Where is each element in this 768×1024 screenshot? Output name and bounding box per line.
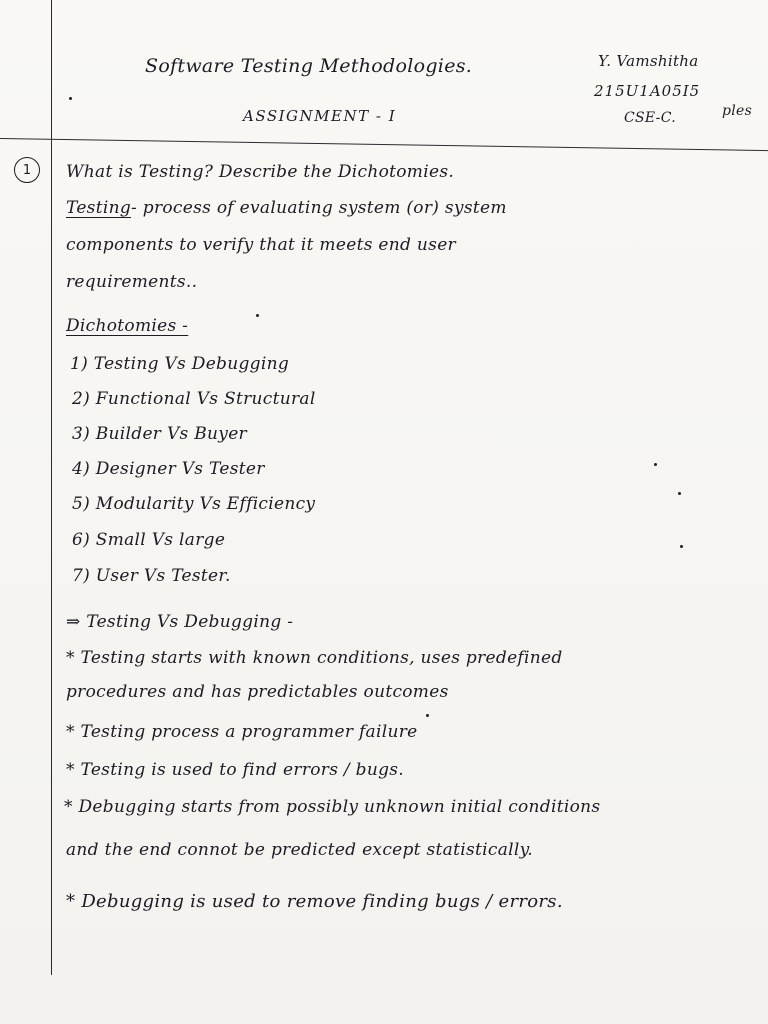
bullet-testing-process: * Testing process a programmer failure: [66, 722, 418, 742]
dichotomies-heading: Dichotomies -: [66, 316, 189, 336]
dichotomy-item: 3) Builder Vs Buyer: [72, 424, 247, 444]
section-label: CSE-C.: [624, 110, 676, 126]
dichotomy-item: 1) Testing Vs Debugging: [70, 354, 290, 374]
question-text: What is Testing? Describe the Dichotomies.: [66, 162, 455, 182]
dichotomy-item: 7) User Vs Tester.: [72, 566, 231, 586]
bullet-testing-purpose: * Testing is used to find errors / bugs.: [66, 760, 405, 780]
question-number: 1: [22, 162, 32, 178]
bullet-testing-conditions-cont: procedures and has predictables outcomes: [66, 682, 449, 702]
student-name: Y. Vamshitha: [598, 52, 699, 70]
subsection-heading: ⇒ Testing Vs Debugging -: [66, 612, 294, 632]
dichotomy-item: 6) Small Vs large: [72, 530, 226, 550]
roll-number: 215U1A05I5: [594, 82, 701, 100]
dichotomy-item: 4) Designer Vs Tester: [72, 459, 265, 479]
ink-dot: [69, 97, 72, 100]
definition-line-1-rest: - process of evaluating system (or) system: [131, 198, 507, 218]
bullet-testing-conditions: * Testing starts with known conditions, uses predefined: [66, 648, 563, 668]
dichotomy-item: 5) Modularity Vs Efficiency: [72, 494, 316, 514]
assignment-label: ASSIGNMENT - I: [243, 107, 397, 125]
ink-dot: [654, 463, 657, 466]
bullet-debugging-conditions: * Debugging starts from possibly unknown initial conditions: [64, 797, 601, 817]
ink-dot: [680, 545, 683, 548]
bullet-debugging-purpose: * Debugging is used to remove finding bugs / errors.: [66, 891, 563, 912]
header-rule: [0, 138, 768, 151]
definition-line-2: components to verify that it meets end user: [66, 235, 456, 255]
ink-dot: [426, 714, 429, 717]
margin-line: [51, 0, 52, 975]
ink-dot: [678, 492, 681, 495]
question-number-circle: [14, 157, 40, 183]
margin-fragment: ples: [722, 103, 753, 119]
ink-dot: [256, 314, 259, 317]
dichotomy-item: 2) Functional Vs Structural: [72, 389, 316, 409]
page-title: Software Testing Methodologies.: [145, 55, 473, 77]
definition-term: Testing: [66, 198, 132, 218]
bullet-debugging-conditions-cont: and the end connot be predicted except statistically.: [66, 840, 533, 860]
definition-line-1: [66, 198, 507, 218]
definition-line-3: requirements..: [66, 272, 198, 292]
